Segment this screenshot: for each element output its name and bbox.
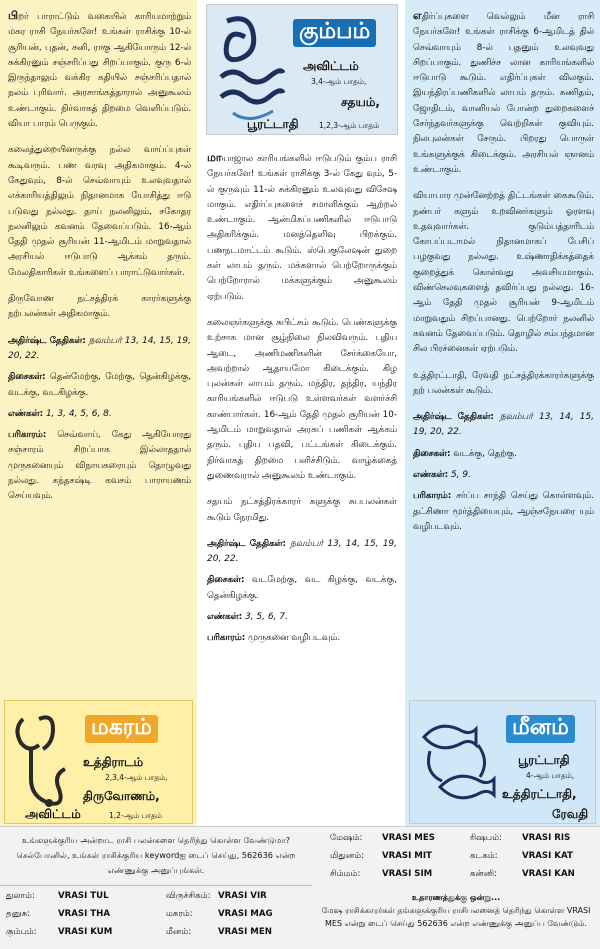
lucky-dates-label: அதிர்ஷ்ட தேதிகள்: [207, 538, 287, 549]
remedy-label: பரிகாரம்: [8, 430, 47, 441]
paragraph: திர்ப்புகளை வெல்லும் மீன ராசி நேயர்களே! உங்கள் ராசிக்கு 6-ஆமிடத் தில் செவ்வாயும் 8-ல் புதனும் உலவுவது சிறப்பாகும். துணிச்ச லான காரியங்களில் ஈடுபாடு கூடும். எதிர்ப்புகள் விலகும். இயந்திரப்பணிகளில் லாபம் தரும். கணிதம், ஜோதிடம், வானியல் போன்ற துறைகளைச் சேர்ந்தவர்களுக்கு வெற்றிகள் குவியும். நிலபுலன்கள் சேரும். பிறரது பொருள் உங்களுக்குக் கிடைக்கும். அரசியல் ஞானம் உண்டாகும். [413, 12, 594, 175]
numbers-label: எண்கள்: [207, 612, 243, 623]
goat-icon [9, 709, 79, 819]
paragraph: றர் பாராட்டும் வகையில் காரியமாற்றும் மகர ராசி நேயர்களே! உங்கள் ராசிக்கு 10-ல் சூரியன், புதன், சனி, ராகு ஆகியோரும் 12-ல் சுக்கிரனும் சஞ்சரிப்பது சிறப்பாகும். குரு 6-ல் இருந்தாலும் வக்கிர கதியில் சஞ்சரிப்பதால் நலம் புரிவார். அரசாங்கத்தாரால் அனுகூலம் உண்டாகும். நிர்வாகத் திறமை வெளிப்படும். வியா பாரம் பெருகும். [8, 12, 191, 130]
kumbam-star3: பூரட்டாதி [247, 117, 299, 131]
remedy-value: முருகனை வழிபடவும். [248, 633, 341, 644]
lucky-dates-value: நவம்பர் 13, 14, 15, 19, 20, 22. [413, 412, 594, 438]
banner-example-title: உதாரணத்துக்கு ஒன்று... [411, 893, 501, 902]
rasi-name: விருச்சிகம்: [166, 891, 211, 901]
magaram-sign-box [4, 700, 193, 824]
lucky-dates-label: அதிர்ஷ்ட தேதிகள்: [413, 412, 494, 423]
rasi-name: கடகம்: [470, 851, 498, 861]
numbers-value: 5, 9. [450, 470, 471, 481]
meenam-star2: உத்திரட்டாதி, [502, 787, 577, 801]
rasi-code-item [166, 909, 273, 920]
rasi-code-item [330, 851, 432, 862]
kumbam-title: கும்பம் [293, 19, 376, 47]
rasi-keyword: VRASI SIM [382, 869, 433, 879]
lucky-dates-value: நவம்பர் 13, 14, 15, 19, 20, 22. [207, 538, 398, 565]
rasi-keyword: VRASI KAN [522, 869, 575, 879]
paragraph: வியாபார முன்னேற்றத் திட்டங்கள் கைகூடும். நண்பர் களும் உறவினர்களும் ஓரளவு உதவுவார்கள். குடும்பத்தாரிடம் கோபப்படாமல் நிதானமாகப் பேசிப் பழகுவது நல்லது. உஷ்ணாதிக்கத்தைக் குறைத்துக் கொள்வது அவசியமாகும். விண்செலவுகளைத் தவிர்ப்பது நல்லது. 16-ஆம் தேதி முதல் சூரியன் 9-ஆமிடம் மாறுவதும் சிறப்பானது. பெற்றோர் நலனில் கவனம் தேவைப்படும். தொழில் சம்பந்தமான சில பிரச்னைகள் ஏற்படும். [413, 191, 594, 355]
rasi-keyword: VRASI MEN [218, 927, 272, 937]
rasi-code-item [330, 833, 435, 844]
meenam-star1: பூரட்டாதி [518, 753, 570, 767]
magaram-star2: திருவோணம், [83, 789, 160, 803]
rasi-code-item [470, 869, 575, 880]
paragraph: கலைஞர்களுக்கு சுபிட்சம் கூடும். பெண்களுக்கு உற்சாக மான சூழ்நிலை நிலவிவரும். புதிய ஆடை, அணிமணிகளின் சேர்க்கையோ, அவற்றால் ஆதாயமோ கிடைக்கும். கிழ புலன்கள் லாபம் தரும். மந்திர, தந்திர, யந்திர காரியங்களில் ஈடுபடு உள்ளவர்கள் வளர்ச்சி காண்பார்கள். 16-ஆம் தேதி முதல் சூரியன் 10-ஆமிடம் மாறுவதால் அரசுப் பணிகள் ஆக்கம் தரும். புதிய பதவி, பட்டங்கள் கிடைக்கும். நிர்வாகத் திறமை பளிச்சிடும். வாழ்க்கைத் துணைவரால் அனுகூலம் உண்டாகும். [207, 317, 397, 481]
rasi-name: துலாம்: [6, 891, 35, 901]
dropcap: மா [207, 151, 222, 164]
kumbam-star1-pada: 3,4-ஆம் பாதம், [311, 77, 367, 86]
sms-banner [0, 826, 600, 949]
lucky-dates-label: அதிர்ஷ்ட தேதிகள்: [8, 335, 86, 346]
magaram-star1: உத்திராடம் [83, 755, 144, 769]
dropcap: பி [8, 9, 19, 22]
meenam-title: மீனம் [506, 715, 575, 743]
fish-icon [418, 709, 498, 819]
magaram-star3: அவிட்டம் [25, 807, 81, 821]
rasi-code-item [6, 909, 110, 920]
kumbam-star2: சதயம், [341, 95, 380, 109]
rasi-keyword: VRASI KAT [522, 851, 573, 861]
meenam-star1-pada: 4-ஆம் பாதம், [526, 771, 575, 780]
rasi-name: மகரம்: [166, 909, 193, 919]
dropcap: எ [413, 9, 422, 22]
numbers-label: எண்கள்: [413, 470, 449, 481]
paragraph: உத்திரட்டாதி, ரேவதி நட்சத்திரக்காரர்களுக்கு நற் பலன்கள் கூடும். [413, 370, 594, 396]
directions-label: திசைகள்: [413, 448, 451, 459]
directions-label: திசைகள்: [207, 575, 245, 586]
rasi-keyword: VRASI VIR [218, 891, 267, 901]
rasi-keyword: VRASI THA [58, 909, 111, 919]
directions-label: திசைகள்: [8, 372, 46, 383]
rasi-name: மீனம்: [166, 927, 192, 937]
meenam-text [413, 8, 594, 541]
remedy-value: செவ்வாய், கேது ஆகியோரது சஞ்சாரம் சிறப்பாக இல்லாததால் முருகனையும் விநாயகரையும் தொழுவது நல்லது. கந்தசஷ்டி கவசம் பாராயணம் செய்யவும். [8, 430, 191, 502]
paragraph: கலைத்துறையினருக்கு நல்ல வாய்ப்புகள் கூடிவரும். பண வரவு அதிகமாகும். 4-ல் கேதுவும், 8-ல் செவ்வாயும் உலவுவதால் எக்காரியத்திலும் நிதானமாக யோசித்து ஈடு படுவது நல்லது. தாய் நலனிலும், சகோதர நலனிலும் கவனம் தேவைப்படும். 16-ஆம் தேதி முதல் சூரியன் 11-ஆமிடம் மாறுவதால் அரசியல் ஈடுபாடு ஆக்கம் தரும். மேலதிகாரிகள் உங்களைப் பாராட்டுவார்கள். [8, 145, 191, 278]
rasi-code-item [6, 891, 109, 902]
rasi-keyword: VRASI MIT [382, 851, 432, 861]
directions-value: தென்மேற்கு, மேற்கு, தென்கிழக்கு, வடக்கு, வடகிழக்கு. [8, 372, 192, 398]
rasi-name: கன்னி: [470, 869, 498, 879]
kumbam-text [207, 150, 397, 653]
rasi-name: தனுசு: [6, 909, 31, 919]
banner-example [312, 885, 600, 949]
magaram-title: மகரம் [85, 715, 158, 743]
directions-value: வடமேற்கு, வட கிழக்கு, வடக்கு, தென்கிழக்கு. [207, 575, 397, 601]
paragraph: சதயம் நட்சத்திரக்காரர் களுக்கு சுபபலன்கள் கூடும் நேரமிது. [207, 497, 397, 523]
rasi-code-item [470, 851, 573, 862]
rasi-keyword: VRASI MAG [218, 909, 273, 919]
meenam-sign-box [409, 700, 596, 824]
rasi-name: ரிஷபம்: [470, 833, 503, 843]
water-bearer-icon [213, 13, 285, 131]
rasi-keyword: VRASI MES [382, 833, 435, 843]
divider [0, 885, 312, 886]
rasi-name: மேஷம்: [330, 833, 363, 843]
rasi-code-item [6, 927, 112, 938]
paragraph: யாஜால காரியங்களில் ஈடுபடும் கும்ப ராசி நேயர்களே! உங்கள் ராசிக்கு 3-ல் கேது வும், 5-ல் குருவும் 11-ல் சுக்கிரனும் உலவுவது விசேஷ மாகும். எதிர்ப்புகளைச் சமாளிக்கும் ஆற்றல் உண்டாகும். ஆன்மிகப்பணிகளில் ஈடுபாடு அதிகரிக்கும். மனத்தெளிவு பிறக்கும். பணநடமாட்டம் கூடும். ஸ்பெகுலேஷன் துறை கள் லாபம் தரும். மக்களால் பெற்றோருக்கும் பெற்றோரால் மக்களுக்கும் அனுகூலம் ஏற்படும். [207, 154, 397, 302]
rasi-code-item [330, 869, 432, 880]
numbers-label: எண்கள்: [8, 408, 44, 419]
magaram-star1-pada: 2,3,4-ஆம் பாதம், [105, 773, 168, 782]
rasi-keyword: VRASI KUM [58, 927, 113, 937]
lucky-dates-value: நவம்பர் 13, 14, 15, 19, 20, 22. [8, 335, 191, 361]
numbers-value: 3, 5, 6, 7. [244, 612, 288, 623]
banner-example-text: மேஷ ராசிக்காரர்கள் தங்களுக்குரிய ராசிபலனைத் தெரிந்து கொள்ள VRASI MES என்று டைப் செய்து 562636 என்ற எண்ணுக்கு அனுப்ப வேண்டும். [321, 906, 591, 928]
meenam-star3: ரேவதி [552, 807, 589, 821]
rasi-name: கும்பம்: [6, 927, 37, 937]
kumbam-star3-pada: 1,2,3-ஆம் பாதம் [319, 121, 380, 130]
kumbam-star1: அவிட்டம் [303, 59, 359, 73]
rasi-code-item [166, 927, 272, 938]
rasi-name: மிதுனம்: [330, 851, 365, 861]
rasi-keyword: VRASI RIS [522, 833, 571, 843]
directions-value: வடக்கு, தெற்கு. [453, 448, 517, 459]
magaram-text [8, 8, 191, 511]
kumbam-sign-box [206, 4, 398, 135]
paragraph: திருவோண நட்சத்திரக் காரர்களுக்கு நற்பலன்கள் அதிகமாகும். [8, 294, 191, 320]
banner-promo-text: உங்களுக்குரிய அன்றாட ராசி பலன்களை தெரிந்து கொள்ள வேண்டுமா? செல்போனில், உங்கள் ராசிக்குரிய keywordஐ டைப் செய்து, 562636 என்ற எண்ணுக்கு அனுப்புங்கள். [16, 835, 296, 875]
rasi-code-item [166, 891, 267, 902]
remedy-label: பரிகாரம்: [413, 491, 452, 502]
magaram-star3-pada: 1,2-ஆம் பாதம் [109, 811, 162, 820]
rasi-keyword: VRASI TUL [58, 891, 109, 901]
rasi-name: சிம்மம்: [330, 869, 361, 879]
rasi-code-item [470, 833, 570, 844]
remedy-value: சர்ப்ப சாந்தி செய்து கொள்ளவும். தட்சிணா மூர்த்தியையும், ஆஞ்சநேயரை யும் வழிபடவும். [413, 491, 594, 532]
numbers-value: 1, 3, 4, 5, 6, 8. [45, 408, 112, 419]
remedy-label: பரிகாரம்: [207, 633, 246, 644]
